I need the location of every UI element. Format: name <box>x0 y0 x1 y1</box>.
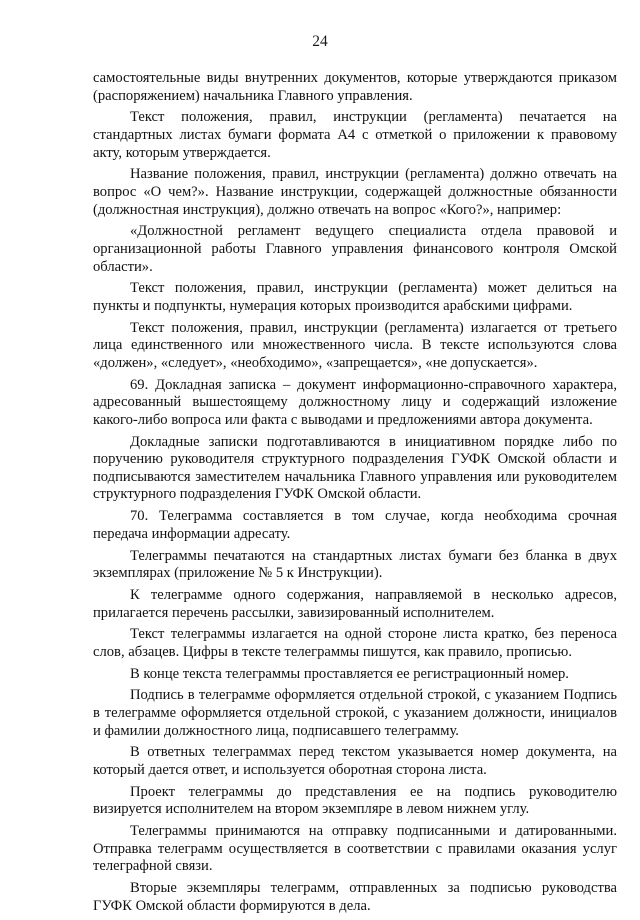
page-number: 24 <box>312 33 328 50</box>
paragraph-7: 69. Докладная записка – документ информационно-справочного характера, адресованный вышестоящему должностному лицу и содержащий изложение какого-либо вопроса или факта с выводами и предложениями автора документа. <box>93 376 617 428</box>
paragraph-12: Текст телеграммы излагается на одной стороне листа кратко, без переноса слов, абзацев. Цифры в тексте телеграммы пишутся, как правило, прописью. <box>93 626 617 660</box>
paragraph-17: Телеграммы принимаются на отправку подписанными и датированными. Отправка телеграмм осуществляется в соответствии с правилами оказания услуг телеграфной связи. <box>93 823 617 875</box>
paragraph-18: Вторые экземпляры телеграмм, отправленных за подписью руководства ГУФК Омской области формируются в дела. <box>93 880 617 914</box>
paragraph-8: Докладные записки подготавливаются в инициативном порядке либо по поручению руководителя структурного подразделения ГУФК Омской области и подписываются заместителем начальника Главного управления или руководителем структурного подразделения ГУФК Омской области. <box>93 433 617 503</box>
paragraph-16: Проект телеграммы до представления ее на подпись руководителю визируется исполнителем на втором экземпляре в левом нижнем углу. <box>93 783 617 818</box>
paragraph-6: Текст положения, правил, инструкции (регламента) излагается от третьего лица единственного или множественного числа. В тексте используются слова «должен», «следует», «необходимо», «запрещается», «не допускается». <box>93 319 617 371</box>
paragraph-13: В конце текста телеграммы проставляется ее регистрационный номер. <box>130 665 569 682</box>
document-body <box>93 70 617 920</box>
paragraph-2: Текст положения, правил, инструкции (регламента) печатается на стандартных листах бумаги формата А4 с отметкой о приложении к правовому акту, которым утверждается. <box>93 109 617 161</box>
paragraph-15: В ответных телеграммах перед текстом указывается номер документа, на который дается ответ, и используется оборотная сторона листа. <box>93 744 617 778</box>
paragraph-14: Подпись в телеграмме оформляется отдельной строкой, с указанием Подпись в телеграмме оформляется отдельной строкой, с указанием должности, инициалов и фамилии должностного лица, подписавшего телеграмму. <box>93 687 617 739</box>
paragraph-9: 70. Телеграмма составляется в том случае, когда необходима срочная передача информации адресату. <box>93 508 617 542</box>
paragraph-5: Текст положения, правил, инструкции (регламента) может делиться на пункты и подпункты, нумерация которых производится арабскими цифрами. <box>93 280 617 314</box>
paragraph-10: Телеграммы печатаются на стандартных листах бумаги без бланка в двух экземплярах (приложение № 5 к Инструкции). <box>93 547 617 582</box>
paragraph-1: самостоятельные виды внутренних документов, которые утверждаются приказом (распоряжением) начальника Главного управления. <box>93 70 617 104</box>
paragraph-4: «Должностной регламент ведущего специалиста отдела правовой и организационной работы Главного управления финансового контроля Омской области». <box>93 223 617 275</box>
paragraph-11: К телеграмме одного содержания, направляемой в несколько адресов, прилагается перечень рассылки, завизированный исполнителем. <box>93 586 617 621</box>
paragraph-3: Название положения, правил, инструкции (регламента) должно отвечать на вопрос «О чем?». Название инструкции, содержащей должностные обязанности (должностная инструкция), должно отвечать на вопрос «Кого?», например: <box>93 166 617 218</box>
